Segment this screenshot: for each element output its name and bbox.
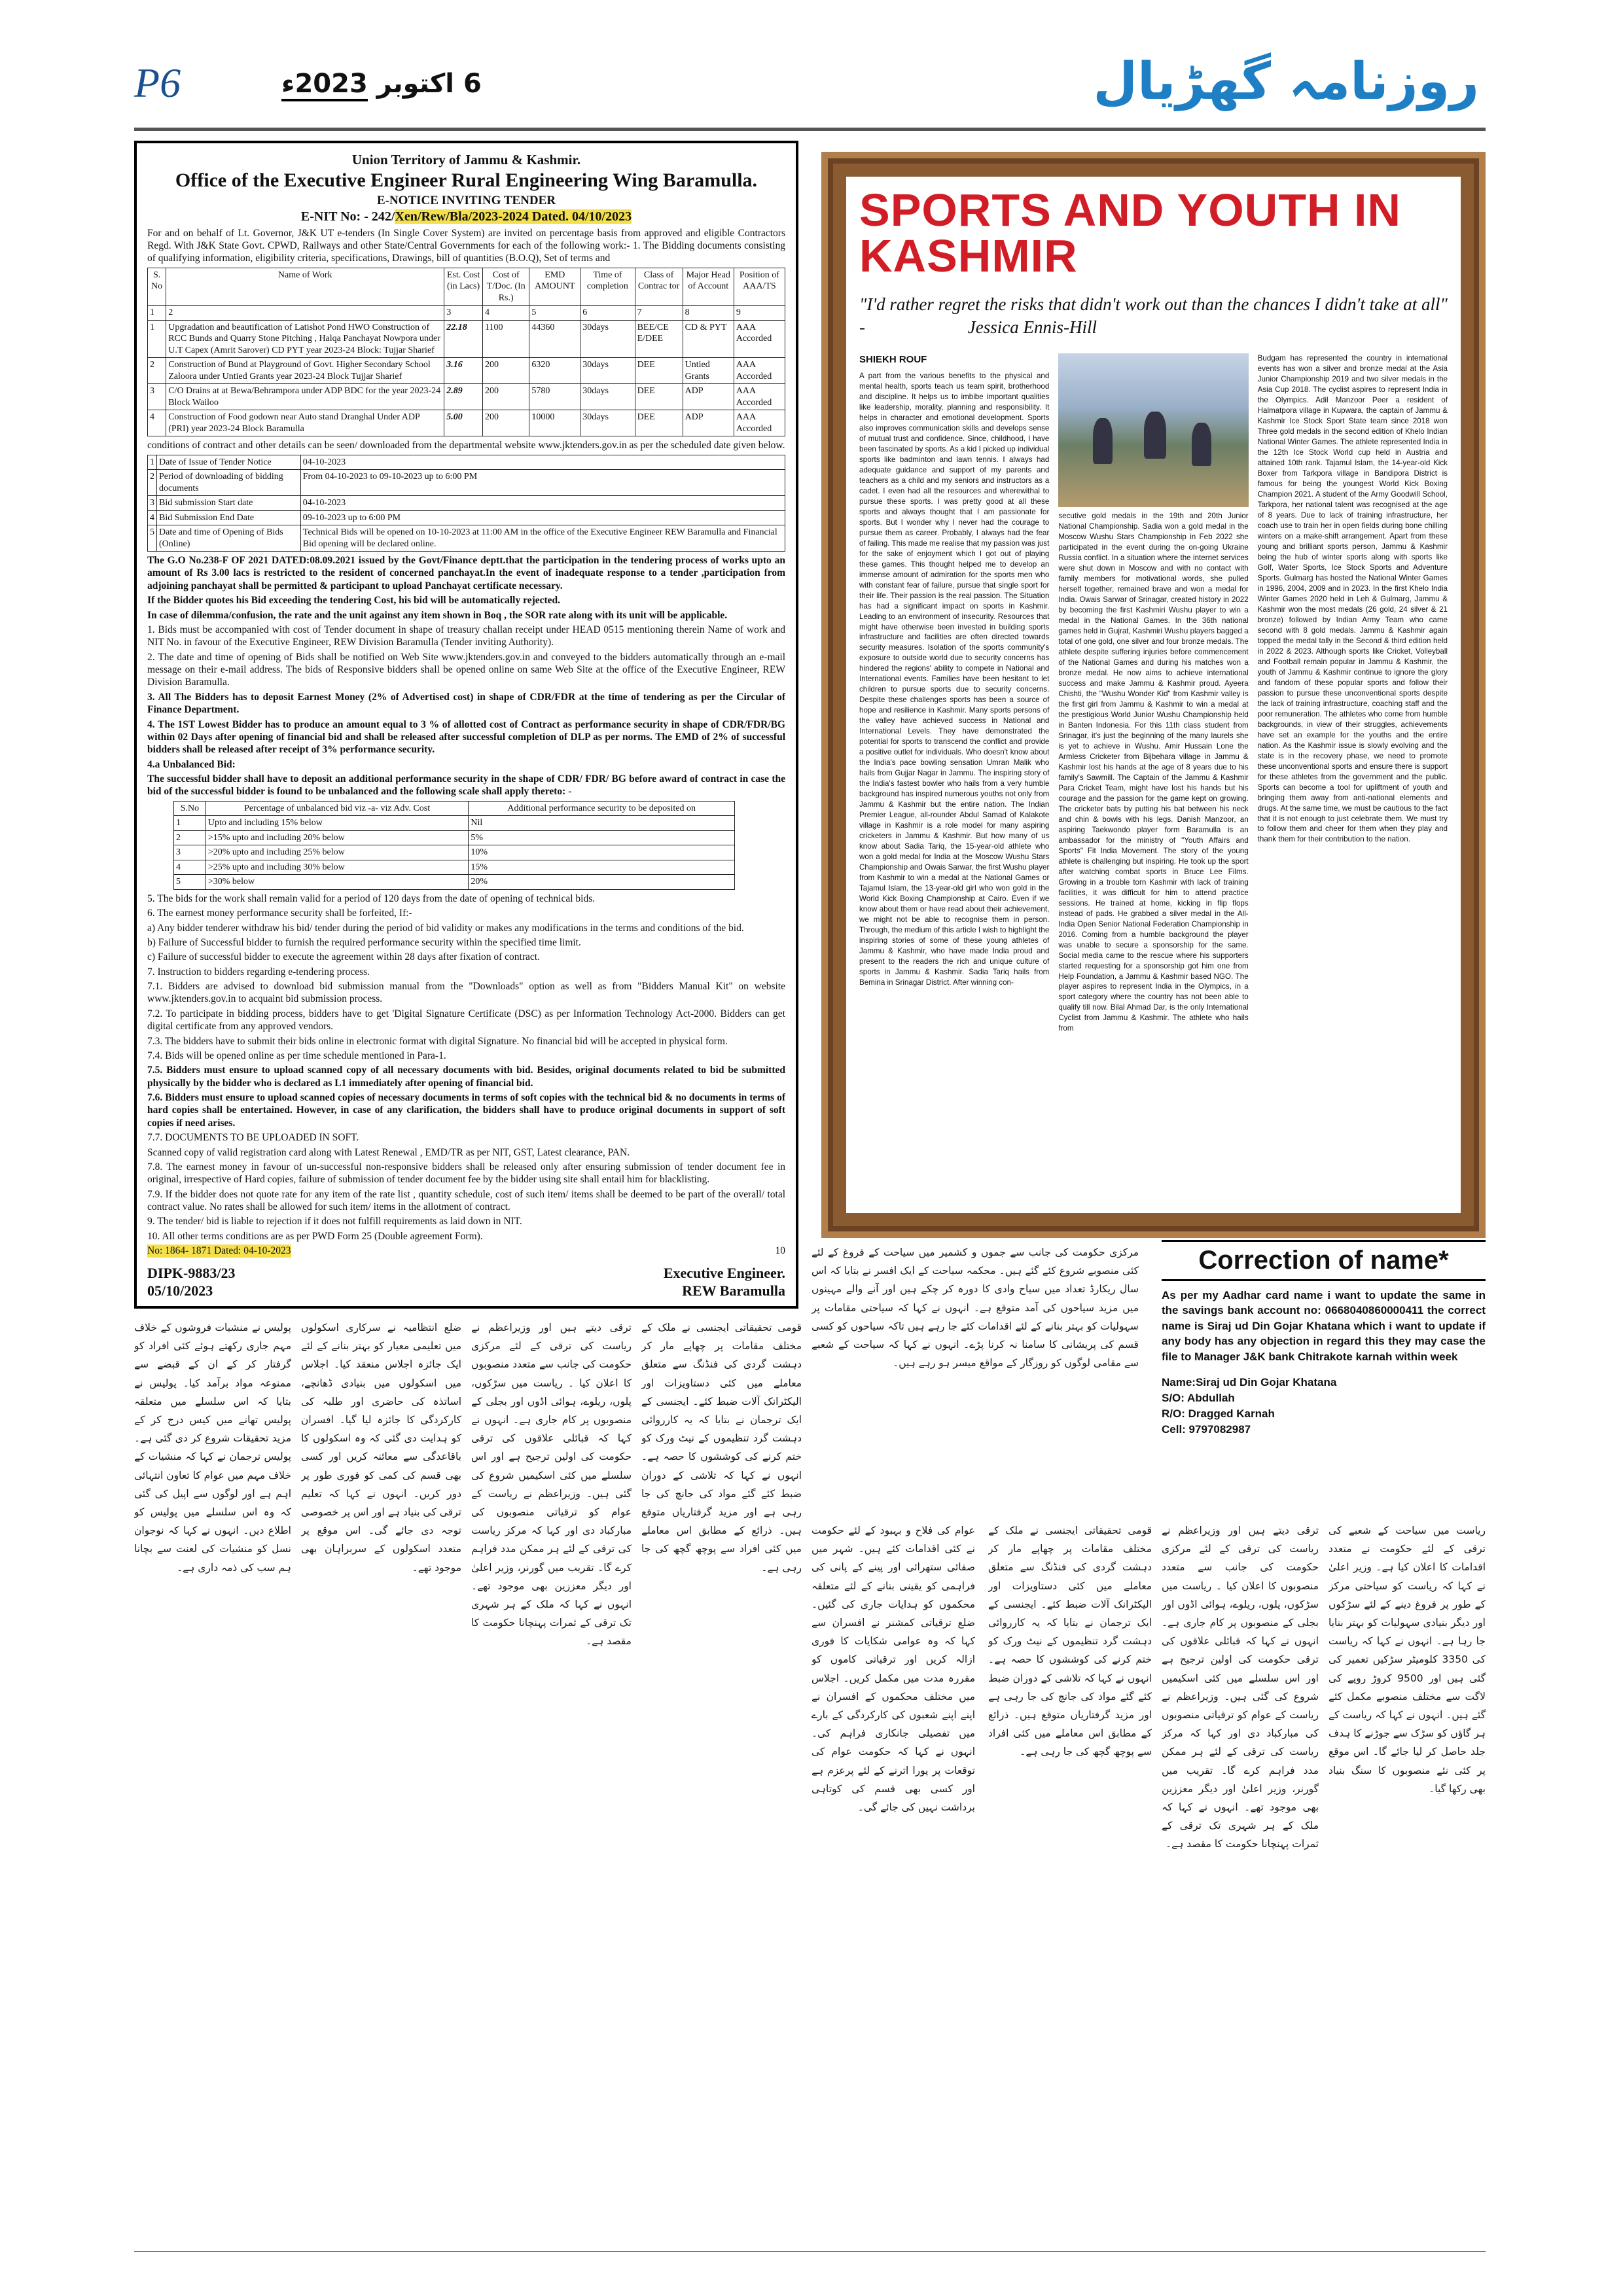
- works-cell-time: 30days: [580, 384, 635, 410]
- schedule-row: [148, 525, 785, 552]
- urdu-article-top-right: مرکزی حکومت کی جانب سے جموں و کشمیر میں سیاحت کے فروغ کے لئے کئی منصوبے شروع کئے گئے ہیں۔ محکمہ سیاحت کے ایک افسر نے بتایا کہ اس سال ریکارڈ تعداد میں سیاح وادی کا دورہ کر چکے ہیں اور آنے والے مہینوں میں مزید سیاحوں کی آمد متوقع ہے۔ انہوں نے کہا کہ سیاحتی مقامات پر سہولیات کو بہتر بنانے کے لئے اقدامات کئے جا رہے ہیں تاکہ سیاحوں کو کسی قسم کی پریشانی کا سامنا نہ کرنا پڑے۔ انہوں نے کہا کہ سیاحت کے شعبے سے مقامی لوگوں کو روزگار کے مواقع میسر ہو رہے ہیں۔: [812, 1246, 1139, 1369]
- works-table: [147, 268, 785, 437]
- kabaddi-photo: [1058, 353, 1248, 507]
- unbalanced-header-cell: Additional performance security to be deposited on: [469, 801, 735, 816]
- works-cell-no: 4: [148, 410, 166, 436]
- tender-paragraph: a) Any bidder tenderer withdraw his bid/ tender during the period of bid validity or makes any modifications in the terms and conditions of the bid.: [147, 922, 744, 934]
- works-row: [148, 384, 785, 410]
- tender-paragraph: c) Failure of successful bidder to execute the agreement within 28 days after fixation of contract.: [147, 951, 540, 963]
- works-col-number: 5: [529, 306, 580, 321]
- tender-ut: Union Territory of Jammu & Kashmir.: [351, 152, 581, 168]
- works-cell-cls: BEE/CE E/DEE: [635, 320, 683, 358]
- bottom-rule: [134, 2251, 1486, 2252]
- works-col-number: 7: [635, 306, 683, 321]
- works-cell-time: 30days: [580, 358, 635, 384]
- tender-paragraph: 4.a Unbalanced Bid:: [147, 758, 236, 770]
- tender-paragraph: 7.2. To participate in bidding process, bidders have to get 'Digital Signature Certificate (DSC) as per Information Technology Act-2000. Bidders can get digital certificate from any approved vendors.: [147, 1008, 785, 1033]
- works-col-number: 3: [444, 306, 483, 321]
- tender-paragraph: 7.1. Bidders are advised to download bid submission manual from the "Downloads" option as well as from "Bidders Manual Kit" on website www.jktenders.gov.in to acquaint bid submission process.: [147, 981, 785, 1005]
- works-cell-emd: 10000: [529, 410, 580, 436]
- tender-paragraph: 1. Bids must be accompanied with cost of Tender document in shape of treasury challan receipt under HEAD 0515 mentioning therein Name of work and NIT No. in favour of the Executive Engineer, REW Division Baramulla (Tender inviting Authority).: [147, 624, 785, 648]
- quote-text: "I'd rather regret the risks that didn't work out than the chances I didn't take at all": [859, 294, 1448, 314]
- unbalanced-cell: 10%: [469, 845, 735, 860]
- tender-paragraph: Scanned copy of valid registration card along with Latest Renewal , EMD/TR as per NIT, GST, Latest clearance, PAN.: [147, 1146, 630, 1158]
- go-notice: The G.O No.238-F OF 2021 DATED:08.09.2021 issued by the Govt/Finance deptt.that the participation in the tendering process of works upto an amount of Rs 3.00 lacs is restricted to the resident of concerned panchayat.In the event of inadequate response to a tender ,participation from adjoining panchayat shall be permitted & participant to upload Panchayat certificate necessary.: [147, 555, 785, 592]
- works-cell-cls: DEE: [635, 410, 683, 436]
- unbalanced-row: [174, 875, 735, 890]
- sports-article: [846, 177, 1461, 1213]
- column-2-text: secutive gold medals in the 19th and 20th Junior National Championship. Sadia won a gold medal in the Moscow Wushu Stars Championship in Feb 2022 she participated in the event during the on-going Ukraine Russia conflict. In a situation where the internet services were shut down in Moscow and with no contact with family members for motivational words, she pulled herself together, remained brave and won a medal for India. Owais Sarwar of Srinagar, created history in 2022 by becoming the first Kashmiri Wushu player to win a medal in the National Games. In the 36th national games held in Gujrat, Kashmiri Wushu players bagged a total of one gold, one silver and four bronze medals. The athlete despite suffering injuries before commencement of the National Games and during his matches won a bronze medal. He now aims to achieve international success and make Jammu & Kashmir proud. Ayeera Chishti, the "Wushu Wonder Kid" from Kashmir valley is the first girl from Jammu & Kashmir to win a medal at the prestigious World Junior Wushu Championship held in Banten Indonesia. For this 11th class student from Srinagar, it's just the beginning of the many laurels she is yet to achieve in Wushu. Amir Hussain Lone the Armless Cricketer from Bijbehara village in Jammu & Kashmir lost his hands at the age of 8 years due to his family's Sawmill. The Captain of the Jammu & Kashmir Para Cricket Team, might have lost his hands but his courage and the passion for the game kept on growing. The cricketer bats by putting his bat between his neck and chin & bowls with his legs. Danish Manzoor, an aspiring Taekwondo player form Baramulla is an ambassador for the ministry of "Youth Affairs and Sports" Fit India Movement. The story of the young athlete is challenging but inspiring. He took up the sport after watching combat sports in Bruce Lee Films. Growing in a trouble torn Kashmir with lack of training facilities, it was difficult for him to attend practice sessions. He trained at home, kicking in flip flops instead of pads. He grabbed a silver medal in the All-India Open Senior National Federation Championship in 2016. Coming from a humble background the player was unable to secure a sponsorship for the same. Social media came to the rescue where his supporters started requesting for a sponsorship got him one from Help Foundation, a Jammu & Kashmir based NGO. The player aspires to represent India in the Olympics, in a sport category where the country has not been able to qualify till now. Bilal Ahmad Dar, is the only International Cyclist from Jammu & Kashmir. The athlete who hails from: [1058, 512, 1249, 1033]
- unbalanced-cell: 1: [174, 816, 206, 831]
- unbalanced-cell: Nil: [469, 816, 735, 831]
- works-cell-pos: AAA Accorded: [734, 358, 785, 384]
- tender-paragraph: 3. All The Bidders has to deposit Earnest Money (2% of Advertised cost) in shape of CDR/FDR at the time of tendering as per the Circular of Finance Department.: [147, 691, 785, 716]
- tender-paragraph: In case of dilemma/confusion, the rate and the unit against any item shown in Boq , the SOR rate along with its unit will be applicable.: [147, 609, 728, 621]
- tender-paragraph: 7. Instruction to bidders regarding e-tendering process.: [147, 966, 370, 978]
- unbalanced-cell: 5%: [469, 830, 735, 845]
- works-cell-name: Construction of Food godown near Auto stand Dranghal Under ADP (PRI) year 2023-24 Block Baramulla: [166, 410, 444, 436]
- schedule-item: Period of downloading of bidding documents: [157, 470, 301, 496]
- tender-paragraphs: [147, 594, 785, 798]
- nit-number: Xen/Rew/Bla/2023-2024 Dated. 04/10/2023: [395, 209, 632, 224]
- works-header-row: [148, 268, 785, 306]
- tender-ref-no: No: 1864- 1871 Dated: 04-10-2023: [147, 1245, 291, 1257]
- article-title: SPORTS AND YOUTH IN KASHMIR: [859, 185, 1401, 281]
- tender-paragraph: 9. The tender/ bid is liable to rejection if it does not fulfill requirements as laid down in NIT.: [147, 1216, 522, 1227]
- works-cell-cost: 2.89: [444, 384, 483, 410]
- works-cell-pos: AAA Accorded: [734, 410, 785, 436]
- tender-paragraph: 7.4. Bids will be opened online as per time schedule mentioned in Para-1.: [147, 1050, 446, 1061]
- quote-dash: -: [859, 317, 865, 338]
- schedule-row: [148, 496, 785, 511]
- signer-office: REW Baramulla: [682, 1282, 785, 1299]
- works-number-row: [148, 306, 785, 321]
- tender-paragraph: 6. The earnest money performance security shall be forfeited, If:-: [147, 908, 412, 919]
- works-col-number: 2: [166, 306, 444, 321]
- date-day: 6 اکتوبر: [376, 69, 482, 99]
- tender-page-no: 10: [775, 1245, 785, 1257]
- works-header-cell: Class of Contrac tor: [635, 268, 683, 306]
- works-cell-pos: AAA Accorded: [734, 320, 785, 358]
- masthead-rule: [134, 128, 1486, 131]
- column-1-text: A part from the various benefits to the physical and mental health, sports teach us team spirit, brotherhood and discipline. It helps us to imbibe important qualities like leadership, morality, planning and responsibility. It helps in character and emotional development. Sports also improves communication skills and develops sense of mutual trust and confidence. Since, childhood, I have been fascinated by sports. As a kid I picked up individual sports like badminton and lawn tennis. I always had adequate guidance and support of my parents and teachers as a child and my seniors and instructors as a cadet. I even had all the resources and wherewithal to pursue these sports. I was pretty good at all these sports and always thought that I am passionate for sports. But I wonder why I never had the courage to pursue them as career. Probably, I always had the fear of failing. This made me realise that my passion was just for the sake of enjoyment which I got out of playing these games. This thought helped me to develop an immense amount of admiration for the sports men who with constant fear of failure, pursue that single sport for their life. Their passion is the real passion. The Situation has had a significant impact on sports in Kashmir. Leading to an environment of insecurity. Resources that might have otherwise been invested in building sports infrastructure and facilities are often directed towards security measures. Isolation of the sports community's exposure to outside world due to security concerns has hindered the regions' ability to compete in National and International events. Families have been hesitant to let children to pursue sports due to security concerns. Despite these challenges sports has been a source of hope and resilience in Kashmir. Many sports persons of the valley have achieved success in National and International Levels. They have demonstrated the potential for sports to transcend the conflict and provide a positive outlet for individuals. Who doesn't know about the India's pace bowling sensation Umran Malik who hails from Gujjar Nagar in Jammu. The inspiring story of the India's fastest bowler who hails from a very humble background has inspired numerous youths not only from Jammu & Kashmir but the entire nation. The Indian Premier League, all-rounder Abdul Samad of Kalakote village in Kashmir is a role model for many aspiring cricketers in Jammu & Kashmir. But how many of us know about Sadia Tariq, the 15-year-old athlete who won a gold medal for India at the Moscow Wushu Stars Championship and Owais Sarwar, the first Wushu player from Kashmir to win a medal at the National Games or Tajamul Islam, the 13-year-old girl who won gold in the World Kick Boxing Championship at Cairo. Even if we know about them or have read about their achievement, we might not be able to recognise them in person. Through, the medium of this article I wish to highlight the inspiring stories of some of these young athletes of Jammu & Kashmir, who have made India proud and present to the readers the rich and unique culture of sports in Jammu & Kashmir. Sadia Tariq hails from Bemina in Srinagar District. After winning con-: [859, 371, 1050, 987]
- works-header-cell: Major Head of Account: [683, 268, 734, 306]
- urdu-column-1: ریاست میں سیاحت کے شعبے کی ترقی کے لئے حکومت نے متعدد اقدامات کا اعلان کیا ہے۔ وزیر اعلیٰ نے کہا کہ ریاست کو سیاحتی مرکز کے طور پر فروغ دینے کے لئے سڑکوں اور دیگر بنیادی سہولیات کو بہتر بنایا جا رہا ہے۔ انہوں نے کہا کہ ریاست کی 3350 کلومیٹر سڑکیں تعمیر کی گئی ہیں اور 9500 کروڑ روپے کی لاگت سے مختلف منصوبے مکمل کئے گئے ہیں۔ انہوں نے کہا کہ ریاست کے ہر گاؤں کو سڑک سے جوڑنے کا ہدف جلد حاصل کر لیا جائے گا۔ اس موقع پر کئی نئے منصوبوں کا سنگ بنیاد بھی رکھا گیا۔: [1329, 1525, 1486, 1795]
- unbalanced-cell: 3: [174, 845, 206, 860]
- correction-title: Correction of name*: [1162, 1240, 1486, 1281]
- works-col-number: 1: [148, 306, 166, 321]
- urdu-column-2: ترقی دیتے ہیں اور وزیراعظم نے ریاست کی ترقی کے لئے مرکزی حکومت کی جانب سے متعدد منصوبوں کا اعلان کیا ۔ ریاست میں سڑکوں، پلوں، ریلوے، ہوائی اڈوں اور بجلی کے منصوبوں پر کام جاری ہے۔ انہوں نے کہا کہ قبائلی علاقوں کی ترقی حکومت کی اولین ترجیح ہے اور اس سلسلے میں کئی اسکیمیں شروع کی گئی ہیں۔ وزیراعظم نے ریاست کے عوام کو ترقیاتی منصوبوں کی مبارکباد دی اور کہا کہ مرکز ریاست کی ترقی کے لئے ہر ممکن مدد فراہم کرے گا۔ تقریب میں گورنر، وزیر اعلیٰ اور دیگر معززین بھی موجود تھے۔ انہوں نے کہا کہ ملک کے ہر شہری تک ترقی کے ثمرات پہنچانا حکومت کا مقصد ہے۔: [1162, 1525, 1319, 1850]
- urdu-column-5: عوام کی فلاح و بہبود کے لئے حکومت نے کئی اقدامات کئے ہیں۔ شہر میں صفائی ستھرائی اور پینے کے پانی کی فراہمی کو یقینی بنانے کے لئے متعلقہ محکموں کو ہدایات جاری کی گئیں۔ ضلع ترقیاتی کمشنر نے افسران سے کہا کہ وہ عوامی شکایات کا فوری ازالہ کریں اور ترقیاتی کاموں کو مقررہ مدت میں مکمل کریں۔ اجلاس میں مختلف محکموں کے افسران نے اپنے اپنے شعبوں کی کارکردگی کے بارے میں تفصیلی جانکاری فراہم کی۔ انہوں نے کہا کہ حکومت عوام کی توقعات پر پورا اترنے کے لئے پرعزم ہے اور کسی بھی قسم کی کوتاہی برداشت نہیں کی جائے گی۔: [812, 1525, 975, 1814]
- conditions-line: conditions of contract and other details can be seen/ downloaded from the departmental website www.jktenders.gov.in as per the scheduled date given below.: [147, 440, 785, 451]
- correction-name: Name:Siraj ud Din Gojar Khatana: [1162, 1376, 1337, 1389]
- works-cell-head: ADP: [683, 410, 734, 436]
- unbalanced-cell: 5: [174, 875, 206, 890]
- tender-paragraph: 7.7. DOCUMENTS TO BE UPLOADED IN SOFT.: [147, 1132, 359, 1144]
- article-column-3: [1258, 353, 1448, 1037]
- unbalanced-cell: 20%: [469, 875, 735, 890]
- works-cell-tdoc: 200: [482, 410, 529, 436]
- unbalanced-row: [174, 830, 735, 845]
- tender-intro: For and on behalf of Lt. Governor, J&K UT e-tenders (In Single Cover System) are invited on percentage basis from approved and eligible Contractors Regd. With J&K State Govt. CPWD, Railways and other State/Central Governments for each of the following work:- 1. The Bidding documents consisting of qualifying information, eligibility criteria, specifications, Drawings, bill of quantities (B.O.Q), Set of terms and: [147, 227, 785, 264]
- works-header-cell: Position of AAA/TS: [734, 268, 785, 306]
- works-col-number: 9: [734, 306, 785, 321]
- unbalanced-header-cell: Percentage of unbalanced bid viz -a- viz Adv. Cost: [205, 801, 469, 816]
- tender-paragraph: 7.5. Bidders must ensure to upload scanned copy of all necessary documents with bid. Besides, original documents related to bid be submitted physically by the bidder who is declared as L1 immediately after opening of financial bid.: [147, 1065, 785, 1089]
- tender-notice: [134, 141, 798, 1309]
- tender-paragraph: 4. The 1ST Lowest Bidder has to produce an amount equal to 3 % of allotted cost of Contract as performance security in shape of CDR/FDR/BG within 02 Days after opening of financial bid and shall be released after successful completion of DLP as per norms. The EMD of 2% of successful bidders shall be released after receipt of 3% performance security.: [147, 718, 785, 756]
- tender-paragraph: The successful bidder shall have to deposit an additional performance security in the shape of CDR/ FDR/ BG before award of contract in case the bid of the successful bidder is found to be unbalanced and the following scale shall apply thereto: -: [147, 773, 785, 798]
- works-cell-cost: 3.16: [444, 358, 483, 384]
- works-col-number: 8: [683, 306, 734, 321]
- nit-prefix: E-NIT No: - 242/: [300, 209, 395, 224]
- works-cell-time: 30days: [580, 320, 635, 358]
- works-cell-name: Construction of Bund at Playground of Govt. Higher Secondary School Zaloora under Untied Grants year 2023-24 Block Tujjar Sharief: [166, 358, 444, 384]
- unbalanced-cell: Upto and including 15% below: [205, 816, 469, 831]
- works-cell-emd: 44360: [529, 320, 580, 358]
- correction-ro: R/O: Dragged Karnah: [1162, 1407, 1275, 1420]
- works-cell-cls: DEE: [635, 358, 683, 384]
- schedule-value: 04-10-2023: [300, 496, 785, 511]
- dipk-date: 05/10/2023: [147, 1282, 213, 1299]
- works-header-cell: Name of Work: [166, 268, 444, 306]
- works-cell-emd: 6320: [529, 358, 580, 384]
- correction-signature: [1162, 1375, 1486, 1437]
- schedule-no: 4: [148, 510, 157, 525]
- works-row: [148, 320, 785, 358]
- signer-title: Executive Engineer.: [663, 1264, 785, 1281]
- urdu-column-7: ترقی دیتے ہیں اور وزیراعظم نے ریاست کی ترقی کے لئے مرکزی حکومت کی جانب سے متعدد منصوبوں کا اعلان کیا ۔ ریاست میں سڑکوں، پلوں، ریلوے، ہوائی اڈوں اور بجلی کے منصوبوں پر کام جاری ہے۔ انہوں نے کہا کہ قبائلی علاقوں کی ترقی حکومت کی اولین ترجیح ہے اور اس سلسلے میں کئی اسکیمیں شروع کی گئی ہیں۔ وزیراعظم نے ریاست کے عوام کو ترقیاتی منصوبوں کی مبارکباد دی اور کہا کہ مرکز ریاست کی ترقی کے لئے ہر ممکن مدد فراہم کرے گا۔ تقریب میں گورنر، وزیر اعلیٰ اور دیگر معززین بھی موجود تھے۔ انہوں نے کہا کہ ملک کے ہر شہری تک ترقی کے ثمرات پہنچانا حکومت کا مقصد ہے۔: [471, 1322, 632, 1648]
- urdu-column-8: ضلع انتظامیہ نے سرکاری اسکولوں میں تعلیمی معیار کو بہتر بنانے کے لئے ایک جائزہ اجلاس منعقد کیا۔ اجلاس میں اسکولوں میں بنیادی ڈھانچے، اساتذہ کی حاضری اور طلبہ کی کارکردگی کا جائزہ لیا گیا۔ افسران کو ہدایت دی گئی کہ وہ اسکولوں کا باقاعدگی سے معائنہ کریں اور کسی بھی قسم کی کمی کو فوری طور پر دور کریں۔ انہوں نے کہا کہ تعلیم ترقی کی بنیاد ہے اور اس پر خصوصی توجہ دی جائے گی۔ اس موقع پر متعدد اسکولوں کے سربراہان بھی موجود تھے۔: [301, 1322, 461, 1574]
- tender-paragraph: 2. The date and time of opening of Bids shall be notified on Web Site www.jktenders.gov.in and conveyed to the bidders automatically through an e-mail message on their e-mail address. The bids of Responsive bidders shall be opened online on same Web Site at the office of the Executive Engineer, REW Division Baramulla.: [147, 651, 785, 688]
- quote-author: Jessica Ennis-Hill: [967, 317, 1097, 338]
- works-row: [148, 358, 785, 384]
- works-col-number: 6: [580, 306, 635, 321]
- works-cell-no: 2: [148, 358, 166, 384]
- schedule-value: 09-10-2023 up to 6:00 PM: [300, 510, 785, 525]
- works-cell-tdoc: 200: [482, 384, 529, 410]
- unbalanced-cell: 4: [174, 860, 206, 875]
- tender-paragraph: b) Failure of Successful bidder to furnish the required performance security within the specified time limit.: [147, 936, 581, 948]
- column-3-text: Budgam has represented the country in international events has won a silver and bronze medal at the Asia Junior Championship 2019 and two silver medals in the Asia Cup 2018. The cyclist aspires to represent India in the Olympics. Adil Manzoor Peer a resident of Halmatpora village in Kupwara, the captain of Jammu & Kashmir Ice Stock Sport State team since 2018 won Three gold medals in the second edition of Khelo Indian National Winter Games. The athlete represented India in the 12th Ice Stock World cup held in Austria and attained 10th rank. Tajamul Islam, the 14-year-old Kick Boxer from Tarkpora village in Bandipora District is famous for being the youngest World Kick Boxing Champion 2021. A student of the Army Goodwill School, Tarkpora, her national talent was recognised at the age of 8 years. Due to lack of training infrastructure, her coach use to train her in open fields during bone chilling winters on a make-shift arrangement. Apart from these young and brilliant sports person, Jammu & Kashmir being the hub of winter sports along with sports like Golf, Water Sports, Ice Stock Sports and Adventure Sports. Gulmarg has hosted the National Winter Games in 1996, 2004, 2009 and in 2023. In the first Khelo India Winter Games 2020 held in Leh & Gulmarg, Jammu & Kashmir won the most medals (26 gold, 24 silver & 21 bronze) followed by Indian Army Team who came second with 8 gold medals. Jammu & Kashmir again topped the medal tally in the Second & third edition held in 2022 & 2023. Although sports like Cricket, Volleyball and Football remain popular in Jammu & Kashmir, the youth of Jammu & Kashmir continue to ignore the glory and fandom of these popular sports and follow their passion to pursue these unconventional sports despite the lack of training infrastructure, coaching staff and the poor remuneration. The athletes who come from humble backgrounds, in view of their struggles, achievements have set an example for the youths and the entire nation. As the Kashmir issue is slowly evolving and the state is in the recovery phase, we need to promote these unconventional sports and ensure there is support for these athletes from the government and the public. Sports can become a tool for upliftment of youth and bringing them away from anti-national elements and drugs. At the same time, we must be cautious to the fact that it is not enough to just celebrate them. We must try to follow them and cheer for them when they play and thank them for their contribution to the nation.: [1257, 354, 1448, 844]
- schedule-value: Technical Bids will be opened on 10-10-2023 at 11:00 AM in the office of the Executive Engineer REW Baramulla and Financial Bid opening will be declared online.: [300, 525, 785, 552]
- works-cell-cost: 22.18: [444, 320, 483, 358]
- correction-body: As per my Aadhar card name i want to update the same in the savings bank account no: 0668040860000411 the correct name is Siraj ud Din Gojar Khatana which i want to update if any body has any objection in regard this they may case the file to Manager J&K bank Chitrakote karnah within week: [1162, 1289, 1486, 1363]
- dipk-number: DIPK-9883/23: [147, 1264, 236, 1281]
- tender-paragraph: If the Bidder quotes his Bid exceeding the tendering Cost, his bid will be automatically rejected.: [147, 595, 561, 607]
- unbalanced-cell: >30% below: [205, 875, 469, 890]
- correction-cell: Cell: 9797082987: [1162, 1422, 1251, 1436]
- schedule-row: [148, 470, 785, 496]
- works-cell-cost: 5.00: [444, 410, 483, 436]
- article-column-2: [1058, 353, 1248, 1037]
- schedule-item: Date of Issue of Tender Notice: [157, 455, 301, 470]
- page-number: P6: [134, 60, 181, 106]
- schedule-value: From 04-10-2023 to 09-10-2023 up to 6:00 PM: [300, 470, 785, 496]
- works-cell-tdoc: 200: [482, 358, 529, 384]
- tender-paragraphs-2: [147, 892, 785, 1243]
- newspaper-name: روزنامہ گھڑیال: [1093, 52, 1479, 111]
- works-cell-name: C/O Drains at at Bewa/Behrampora under ADP BDC for the year 2023-24 Block Wailoo: [166, 384, 444, 410]
- unbalanced-cell: 2: [174, 830, 206, 845]
- schedule-item: Bid submission Start date: [157, 496, 301, 511]
- article-frame: [821, 152, 1486, 1238]
- correction-notice: [1162, 1240, 1486, 1437]
- tender-paragraph: 5. The bids for the work shall remain valid for a period of 120 days from the date of opening of technical bids.: [147, 892, 596, 904]
- schedule-item: Date and time of Opening of Bids (Online): [157, 525, 301, 552]
- tender-paragraph: 7.3. The bidders have to submit their bids online in electronic format with digital Signature. No financial bid will be accepted in physical form.: [147, 1035, 728, 1047]
- works-col-number: 4: [482, 306, 529, 321]
- works-cell-name: Upgradation and beautification of Latishot Pond HWO Construction of RCC Bunds and Quarry Stone Pitching , Halqa Panchayat Nowpora under U.T Capex (Amrit Sarover) CD PYT year 2023-24 Block: Tujjar Sharief: [166, 320, 444, 358]
- schedule-table: [147, 455, 785, 552]
- schedule-item: Bid Submission End Date: [157, 510, 301, 525]
- schedule-row: [148, 510, 785, 525]
- unbalanced-row: [174, 845, 735, 860]
- works-header-cell: S. No: [148, 268, 166, 306]
- works-cell-pos: AAA Accorded: [734, 384, 785, 410]
- article-byline: SHIEKH ROUF: [859, 354, 927, 366]
- unbalanced-row: [174, 860, 735, 875]
- works-cell-head: ADP: [683, 384, 734, 410]
- works-cell-emd: 5780: [529, 384, 580, 410]
- correction-so: S/O: Abdullah: [1162, 1392, 1235, 1405]
- urdu-column-9: پولیس نے منشیات فروشوں کے خلاف مہم جاری رکھتے ہوئے کئی افراد کو گرفتار کر کے ان کے قبضے سے ممنوعہ مواد برآمد کیا۔ پولیس نے بتایا کہ اس سلسلے میں متعلقہ پولیس تھانے میں کیس درج کر کے مزید تحقیقات شروع کر دی گئی ہے۔ پولیس ترجمان نے کہا کہ منشیات کے خلاف مہم میں عوام کا تعاون انتہائی اہم ہے اور لوگوں سے اپیل کی گئی کہ وہ اس سلسلے میں پولیس کو اطلاع دیں۔ انہوں نے کہا کہ نوجوان نسل کو منشیات کی لعنت سے بچانا ہم سب کی ذمہ داری ہے۔: [134, 1322, 291, 1574]
- schedule-no: 2: [148, 470, 157, 496]
- tender-paragraph: 7.9. If the bidder does not quote rate for any item of the rate list , quantity schedule, cost of such item/ items shall be deemed to be part of the overall/ total contract value. No rates shall be allowed for such item/ items in the allotment of contract.: [147, 1188, 785, 1212]
- works-header-cell: Est. Cost (in Lacs): [444, 268, 483, 306]
- works-row: [148, 410, 785, 436]
- masthead-date: [281, 69, 482, 99]
- works-cell-head: Untied Grants: [683, 358, 734, 384]
- urdu-column-4: قومی تحقیقاتی ایجنسی نے ملک کے مختلف مقامات پر چھاپے مار کر دہشت گردی کی فنڈنگ سے متعلق معاملے میں کئی دستاویزات اور الیکٹرانک آلات ضبط کئے۔ ایجنسی کے ایک ترجمان نے بتایا کہ یہ کارروائی دہشت گرد تنظیموں کے نیٹ ورک کو ختم کرنے کی کوششوں کا حصہ ہے۔ انہوں نے کہا کہ تلاشی کے دوران ضبط کئے گئے مواد کی جانچ کی جا رہی ہے اور مزید گرفتاریاں متوقع ہیں۔ ذرائع کے مطابق اس معاملے میں کئی افراد سے پوچھ گچھ کی جا رہی ہے۔: [988, 1525, 1152, 1758]
- works-cell-tdoc: 1100: [482, 320, 529, 358]
- works-header-cell: Time of completion: [580, 268, 635, 306]
- article-column-1: [859, 353, 1049, 1037]
- works-cell-head: CD & PYT: [683, 320, 734, 358]
- works-header-cell: Cost of T/Doc. (In Rs.): [482, 268, 529, 306]
- tender-nit: [147, 209, 785, 225]
- schedule-no: 1: [148, 455, 157, 470]
- schedule-row: [148, 455, 785, 470]
- unbalanced-table: [173, 801, 735, 890]
- tender-paragraph: 7.8. The earnest money in favour of un-successful non-responsive bidders shall be released only after ensuring submission of tender document fee in original, irrespective of Hard copies, failure of submission of tender document fee by the bidder using site shall entail him for blacklisting.: [147, 1161, 785, 1186]
- works-cell-time: 30days: [580, 410, 635, 436]
- date-year: 2023ء: [281, 69, 368, 101]
- works-header-cell: EMD AMOUNT: [529, 268, 580, 306]
- unbalanced-header: [174, 801, 735, 816]
- works-cell-cls: DEE: [635, 384, 683, 410]
- unbalanced-header-cell: S.No: [174, 801, 206, 816]
- schedule-no: 3: [148, 496, 157, 511]
- urdu-column-6: قومی تحقیقاتی ایجنسی نے ملک کے مختلف مقامات پر چھاپے مار کر دہشت گردی کی فنڈنگ سے متعلق معاملے میں کئی دستاویزات اور الیکٹرانک آلات ضبط کئے۔ ایجنسی کے ایک ترجمان نے بتایا کہ یہ کارروائی دہشت گرد تنظیموں کے نیٹ ورک کو ختم کرنے کی کوششوں کا حصہ ہے۔ انہوں نے کہا کہ تلاشی کے دوران ضبط کئے گئے مواد کی جانچ کی جا رہی ہے اور مزید گرفتاریاں متوقع ہیں۔ ذرائع کے مطابق اس معاملے میں کئی افراد سے پوچھ گچھ کی جا رہی ہے۔: [641, 1322, 802, 1574]
- schedule-no: 5: [148, 525, 157, 552]
- tender-paragraph: 10. All other terms conditions are as per PWD Form 25 (Double agreement Form).: [147, 1230, 483, 1242]
- unbalanced-cell: >20% upto and including 25% below: [205, 845, 469, 860]
- works-cell-no: 3: [148, 384, 166, 410]
- unbalanced-cell: 15%: [469, 860, 735, 875]
- works-cell-no: 1: [148, 320, 166, 358]
- tender-heading: E-NOTICE INVITING TENDER: [376, 193, 556, 207]
- unbalanced-row: [174, 816, 735, 831]
- tender-office: Office of the Executive Engineer Rural Engineering Wing Baramulla.: [175, 169, 758, 192]
- unbalanced-cell: >25% upto and including 30% below: [205, 860, 469, 875]
- schedule-value: 04-10-2023: [300, 455, 785, 470]
- tender-paragraph: 7.6. Bidders must ensure to upload scanned copies of necessary documents in terms of soft copies with the technical bid & no documents in terms of hard copies shall be entertained. However, in case of any clarification, the bidders shall have to produce original documents in support of soft copies if need arises.: [147, 1092, 785, 1129]
- article-quote: [859, 293, 1448, 339]
- unbalanced-cell: >15% upto and including 20% below: [205, 830, 469, 845]
